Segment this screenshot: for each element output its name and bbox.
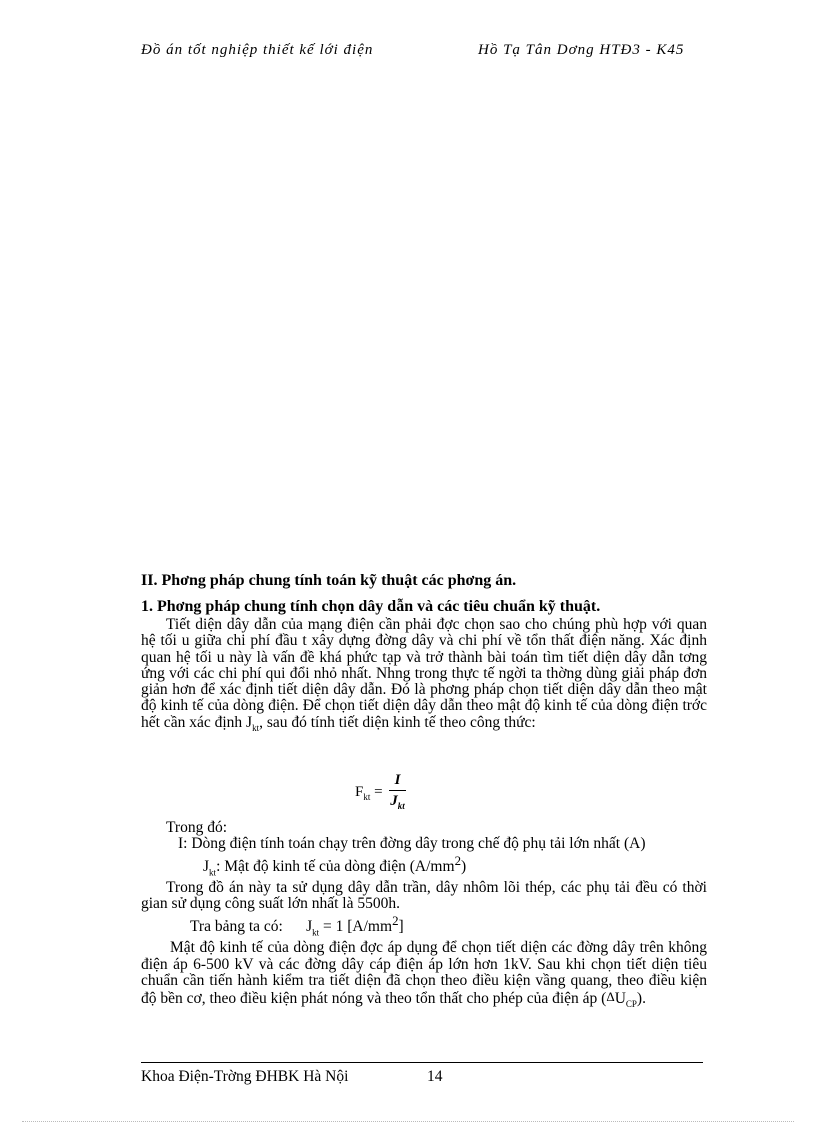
paragraph-2 xyxy=(141,820,707,1013)
para1-text: Tiết diện dây dẫn của mạng điện cần phải đợc chọn sao cho chúng phù hợp với quan hệ tối u giữa chi phí đầu t xây dựng đờng dây và chi phí về tổn thất điện năng. Xác định quan hệ tối u này là vấn đề khá phức tạp và trở thành bài toán tìm tiết diện dây dẫn tơng ứng với các chi phí qui đổi nhỏ nhất. Nhng trong thực tế ngời ta thờng dùng giải pháp đơn giản hơn để xác định tiết diện dây dẫn. Đó là phơng pháp chọn tiết diện dây dẫn theo mật độ kinh tế của dòng điện. Để chọn tiết diện dây dẫn theo mật độ kinh tế của dòng điện trớc hết cần xác định xyxy=(141,616,707,731)
paragraph-conductor: Trong đồ án này ta sử dụng dây dẫn trần, dây nhôm lõi thép, các phụ tải đều có thời gian sử dụng công suất lớn nhất là 5500h. xyxy=(141,879,707,913)
header-left: Đồ án tốt nghiệp thiết kế lới điện xyxy=(141,42,374,58)
trong-do: Trong đó: xyxy=(166,819,228,836)
formula-fraction xyxy=(389,770,407,816)
definition-j: $J_{kt}$: Mật độ kinh tế của dòng điện $(A/mm^2)$ xyxy=(203,852,467,877)
definition-i: I: Dòng điện tính toán chạy trên đờng dây trong chế độ phụ tải lớn nhất (A) xyxy=(178,835,646,853)
page-number: 14 xyxy=(427,1068,443,1085)
formula-numerator: I xyxy=(389,770,407,791)
footer-left: Khoa Điện-Trờng ĐHBK Hà Nội xyxy=(141,1068,349,1085)
jkt-symbol: $J_{kt}$ xyxy=(246,713,260,733)
page-bottom-border xyxy=(22,1121,794,1122)
formula-lhs: $F_{kt}$ = xyxy=(355,784,383,802)
section-title: II. Phơng pháp chung tính toán kỹ thuật các phơng án. xyxy=(141,572,517,589)
header-right: Hồ Tạ Tân Dơng HTĐ3 - K45 xyxy=(478,42,685,58)
formula-fkt xyxy=(355,770,406,816)
formula-denominator: $J_{kt}$ xyxy=(390,793,405,811)
paragraph-density: Mật độ kinh tế của dòng điện đợc áp dụng để chọn tiết diện các đờng dây trên không điện áp 6-500 kV và các đờng dây cáp điện áp lớn hơn 1kV. Sau khi chọn tiết diện tiêu chuẩn cần tiến hành kiểm tra tiết diện đã chọn theo điều kiện vầng quang, theo điều kiện độ bền cơ, theo điều kiện phát nóng và theo tổn thất cho phép của điện áp $(\Delta U_{CP})$. xyxy=(141,939,707,1010)
paragraph-1 xyxy=(141,617,707,736)
footer xyxy=(141,1068,443,1086)
subsection-title: 1. Phơng pháp chung tính chọn dây dẫn và các tiêu chuẩn kỹ thuật. xyxy=(141,598,601,615)
para1-tail: , sau đó tính tiết diện kinh tế theo công thức: xyxy=(259,713,536,731)
footer-rule xyxy=(141,1062,703,1063)
tra-bang: Tra bảng ta có: $J_{kt} = 1$ $[A/mm^2]$ xyxy=(190,912,404,937)
